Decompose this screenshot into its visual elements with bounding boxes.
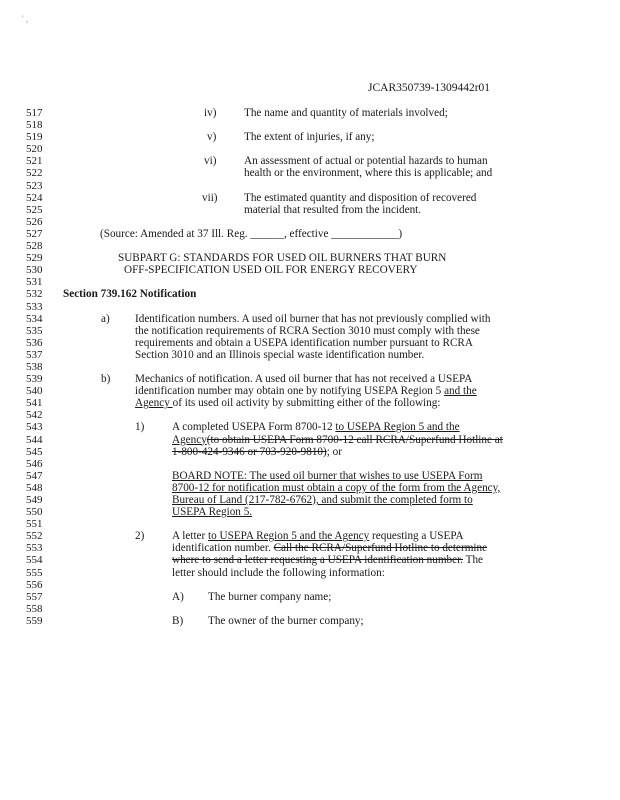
line-number: 556 — [26, 578, 43, 591]
item-1-text — [172, 421, 460, 433]
line-549 — [0, 494, 620, 506]
line-number: 539 — [26, 373, 43, 386]
line-554 — [0, 554, 620, 566]
para-b-text: Mechanics of notification. A used oil burner that has not received a USEPA — [135, 373, 473, 386]
line-number: 524 — [26, 191, 43, 204]
item-2-deleted: where to send a letter requesting a USEPA identification number. — [172, 554, 464, 567]
line-524 — [0, 192, 620, 204]
line-517 — [0, 107, 620, 119]
line-529 — [0, 252, 620, 264]
item-1-inserted: to USEPA Region 5 and the — [335, 421, 460, 434]
line-548 — [0, 482, 620, 494]
line-546 — [0, 458, 620, 470]
item-1-plain: A completed USEPA Form 8700-12 — [172, 421, 336, 434]
para-a-text: Section 3010 and an Illinois special waste identification number. — [135, 348, 425, 361]
subpart-title-line2: OFF-SPECIFICATION USED OIL FOR ENERGY RECOVERY — [124, 264, 418, 277]
line-number: 553 — [26, 542, 43, 555]
line-540 — [0, 385, 620, 397]
line-number: 558 — [26, 602, 43, 615]
line-number: 541 — [26, 397, 43, 410]
item-B-label: B) — [172, 614, 184, 627]
para-b-label: b) — [101, 373, 111, 386]
line-number: 555 — [26, 566, 43, 579]
document-body — [0, 107, 620, 627]
item-vi-label: vi) — [204, 155, 217, 168]
line-number: 534 — [26, 312, 43, 325]
line-539 — [0, 373, 620, 385]
line-number: 522 — [26, 167, 43, 180]
board-note: Bureau of Land (217-782-6762), and submit the completed form to — [172, 494, 473, 506]
item-vii-label: vii) — [202, 191, 218, 204]
para-a-label: a) — [101, 312, 110, 325]
line-number: 518 — [26, 119, 43, 132]
item-2-text — [172, 554, 483, 566]
item-A-text: The burner company name; — [208, 590, 332, 603]
item-1-text — [172, 446, 342, 458]
line-number: 546 — [26, 457, 43, 470]
item-2-deleted: Call the RCRA/Superfund Hotline to determine — [273, 542, 488, 555]
section-heading: Section 739.162 Notification — [63, 288, 197, 301]
line-527 — [0, 228, 620, 240]
line-number: 531 — [26, 276, 43, 289]
line-number: 552 — [26, 530, 43, 543]
line-number: 517 — [26, 107, 43, 119]
para-a-text: the notification requirements of RCRA Section 3010 must comply with these — [135, 324, 480, 337]
document-code: JCAR350739-1309442r01 — [368, 82, 491, 94]
line-number: 523 — [26, 179, 43, 192]
line-number: 549 — [26, 494, 43, 506]
line-559 — [0, 615, 620, 627]
line-528 — [0, 240, 620, 252]
subpart-title-line1: SUBPART G: STANDARDS FOR USED OIL BURNERS THAT BURN — [118, 252, 447, 265]
line-552 — [0, 530, 620, 542]
line-number: 533 — [26, 300, 43, 313]
line-542 — [0, 409, 620, 421]
item-1-inserted: Agency — [172, 433, 207, 446]
line-532 — [0, 288, 620, 300]
line-526 — [0, 216, 620, 228]
line-number: 540 — [26, 385, 43, 398]
item-1-deleted: (to obtain USEPA Form 8700-12 call RCRA/Superfund Hotline at — [206, 433, 503, 446]
board-note: USEPA Region 5. — [172, 506, 253, 519]
item-vii-text: The estimated quantity and disposition of recovered — [244, 191, 477, 204]
line-550 — [0, 506, 620, 518]
line-number: 548 — [26, 481, 43, 494]
line-525 — [0, 204, 620, 216]
item-B-text: The owner of the burner company; — [208, 614, 364, 627]
line-522 — [0, 167, 620, 179]
line-519 — [0, 131, 620, 143]
line-535 — [0, 325, 620, 337]
line-number: 557 — [26, 590, 43, 603]
item-2-plain: A letter — [172, 530, 209, 543]
line-555 — [0, 567, 620, 579]
item-2-plain: identification number. — [172, 542, 274, 555]
item-vi-text-cont: health or the environment, where this is applicable; and — [244, 167, 493, 180]
line-number: 527 — [26, 227, 43, 240]
line-number: 543 — [26, 421, 43, 434]
line-number: 537 — [26, 348, 43, 361]
line-number: 545 — [26, 445, 43, 458]
page-corner-mark: ' , — [22, 14, 29, 24]
line-556 — [0, 579, 620, 591]
line-number: 532 — [26, 288, 43, 301]
source-note: (Source: Amended at 37 Ill. Reg. ______, effective ____________) — [100, 227, 403, 240]
line-536 — [0, 337, 620, 349]
line-number: 529 — [26, 252, 43, 265]
item-iv-text: The name and quantity of materials involved; — [244, 107, 448, 119]
line-537 — [0, 349, 620, 361]
line-number: 519 — [26, 131, 43, 144]
line-number: 551 — [26, 518, 43, 531]
line-number: 535 — [26, 324, 43, 337]
line-544 — [0, 434, 620, 446]
line-553 — [0, 542, 620, 554]
item-2-plain: The — [463, 554, 484, 567]
para-a-text: requirements and obtain a USEPA identification number pursuant to RCRA — [135, 336, 473, 349]
item-2-text: letter should include the following information: — [172, 566, 385, 579]
line-number: 528 — [26, 240, 43, 253]
item-1-label: 1) — [135, 421, 145, 434]
item-2-label: 2) — [135, 530, 145, 543]
line-number: 530 — [26, 264, 43, 277]
line-543 — [0, 421, 620, 433]
line-number: 526 — [26, 215, 43, 228]
line-number: 547 — [26, 469, 43, 482]
line-551 — [0, 518, 620, 530]
line-number: 550 — [26, 506, 43, 519]
item-2-text — [172, 542, 487, 554]
para-b-inserted: and the — [444, 385, 477, 398]
line-530 — [0, 264, 620, 276]
item-vi-text: An assessment of actual or potential hazards to human — [244, 155, 488, 168]
line-533 — [0, 301, 620, 313]
item-v-text: The extent of injuries, if any; — [244, 131, 375, 144]
line-number: 536 — [26, 336, 43, 349]
para-b-inserted: Agency — [135, 397, 173, 410]
item-2-plain: requesting a USEPA — [369, 530, 464, 543]
para-b-plain: identification number may obtain one by notifying USEPA Region 5 — [135, 385, 445, 398]
item-2-inserted: to USEPA Region 5 and the Agency — [208, 530, 370, 543]
line-557 — [0, 591, 620, 603]
item-2-text — [172, 530, 464, 542]
line-number: 538 — [26, 360, 43, 373]
para-b-plain: of its used oil activity by submitting either of the following: — [172, 397, 441, 410]
line-number: 554 — [26, 554, 43, 567]
item-iv-label: iv) — [204, 107, 217, 119]
line-number: 542 — [26, 409, 43, 422]
line-number: 520 — [26, 143, 43, 156]
line-number: 559 — [26, 614, 43, 627]
line-541 — [0, 397, 620, 409]
item-1-text — [172, 434, 503, 446]
item-1-deleted: 1-800-424-9346 or 703-920-9810) — [172, 445, 327, 458]
line-number: 525 — [26, 203, 43, 216]
item-v-label: v) — [207, 131, 217, 144]
line-531 — [0, 276, 620, 288]
item-1-plain: ; or — [326, 445, 342, 458]
line-558 — [0, 603, 620, 615]
item-vii-text-cont: material that resulted from the incident. — [244, 203, 422, 216]
line-number: 544 — [26, 433, 43, 446]
line-538 — [0, 361, 620, 373]
board-note: BOARD NOTE: The used oil burner that wishes to use USEPA Form — [172, 469, 483, 482]
item-A-label: A) — [172, 590, 184, 603]
line-518 — [0, 119, 620, 131]
line-547 — [0, 470, 620, 482]
para-a-text: Identification numbers. A used oil burner that has not previously complied with — [135, 312, 491, 325]
line-534 — [0, 313, 620, 325]
line-523 — [0, 180, 620, 192]
board-note: 8700-12 for notification must obtain a copy of the form from the Agency, — [172, 481, 501, 494]
para-b-text — [135, 385, 477, 397]
line-520 — [0, 143, 620, 155]
line-number: 521 — [26, 155, 43, 168]
para-b-text — [135, 397, 440, 409]
line-545 — [0, 446, 620, 458]
line-521 — [0, 155, 620, 167]
